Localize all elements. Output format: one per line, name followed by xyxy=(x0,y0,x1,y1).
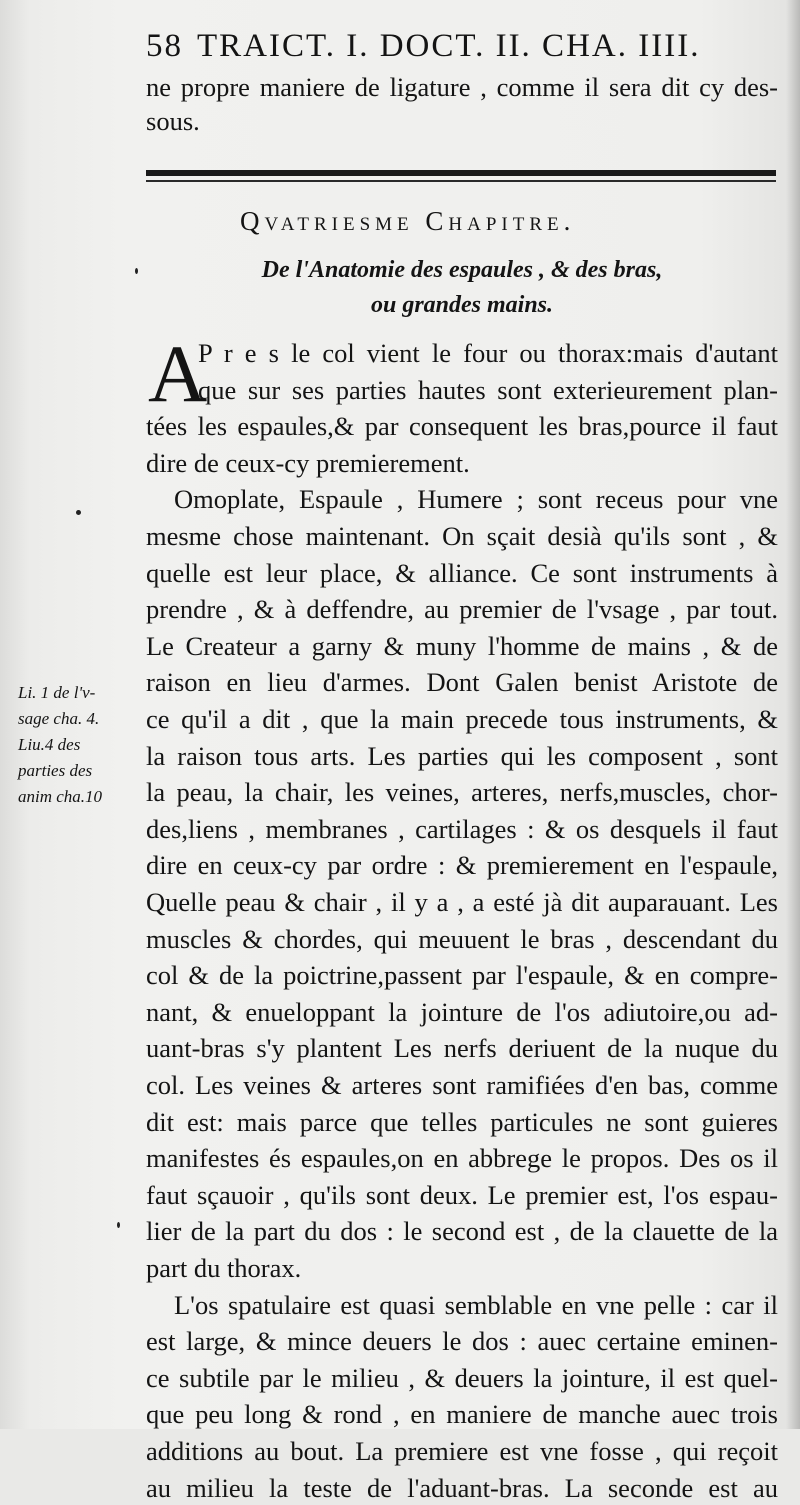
body-line: lier de la part du dos : le second est , de la clauette de la xyxy=(146,1216,778,1247)
section-rule xyxy=(146,170,776,176)
page-edge-shadow xyxy=(786,0,800,1429)
margin-note: sage cha. 4. xyxy=(18,709,100,728)
body-line: dit est: mais parce que telles particules ne sont guieres xyxy=(146,1106,778,1137)
ink-speck xyxy=(76,510,81,515)
chapter-title: Qvatriesme Chapitre. xyxy=(240,206,576,236)
body-line: prendre , & à deffendre, au premier de l'vsage , par tout. xyxy=(146,594,778,625)
drop-capital: A xyxy=(148,328,208,419)
body-line: Le Createur a garny & muny l'homme de mains , & de xyxy=(146,630,778,661)
body-line: que sur ses parties hautes sont exterieurement plan- xyxy=(198,374,778,405)
margin-note: Li. 1 de l'v- xyxy=(18,683,96,702)
body-line: Omoplate, Espaule , Humere ; sont receus pour vne xyxy=(174,484,778,515)
body-line: col. Les veines & arteres sont ramifiées d'en bas, comme xyxy=(146,1070,778,1100)
body-line: muscles & chordes, qui meuuent le bras , descendant du xyxy=(146,923,778,954)
body-line: uant-bras s'y plantent Les nerfs deriuent de la nuque du xyxy=(146,1033,778,1064)
body-line: la raison tous arts. Les parties qui les composent , sont xyxy=(146,740,778,771)
ink-speck xyxy=(135,268,138,274)
body-line: part du thorax. xyxy=(146,1253,302,1283)
body-line: la peau, la chair, les veines, arteres, nerfs,muscles, chor- xyxy=(146,777,778,808)
body-line: est large, & mince deuers le dos : auec certaine eminen- xyxy=(146,1326,778,1357)
margin-note: anim cha.10 xyxy=(18,787,103,806)
body-line: quelle est leur place, & alliance. Ce sont instruments à xyxy=(146,557,778,588)
preceding-line: ne propre maniere de ligature , comme il sera dit cy des- xyxy=(146,72,778,102)
body-line: col & de la poictrine,passent par l'espaule, & en compre- xyxy=(146,960,778,991)
body-line: dire en ceux-cy par ordre : & premierement en l'espaule, xyxy=(146,850,778,881)
body-line: dire de ceux-cy premierement. xyxy=(146,447,470,478)
ink-speck xyxy=(117,1222,120,1228)
body-line: additions au bout. La premiere est vne fosse , qui reçoit xyxy=(146,1436,778,1466)
body-line: raison en lieu d'armes. Dont Galen benist Aristote de xyxy=(146,667,778,698)
body-line: Quelle peau & chair , il y a , a esté jà dit auparauant. Les xyxy=(146,887,778,917)
chapter-subtitle: De l'Anatomie des espaules , & des bras, xyxy=(261,257,663,283)
chapter-subtitle-continued: ou grandes mains. xyxy=(370,292,554,318)
body-line: au milieu la teste de l'aduant-bras. La seconde est au xyxy=(146,1472,778,1503)
margin-note: parties des xyxy=(18,761,93,780)
body-line: mesme chose maintenant. On sçait desià qu'ils sont , & xyxy=(146,521,778,551)
body-line: des,liens , membranes , cartilages : & os desquels il faut xyxy=(146,813,778,844)
body-line: faut sçauoir , qu'ils sont deux. Le premier est, l'os espau- xyxy=(146,1179,778,1210)
margin-note: Liu.4 des xyxy=(18,735,81,754)
page-number: 58 xyxy=(146,28,183,64)
preceding-line: sous. xyxy=(146,106,200,136)
running-title: TRAICT. I. DOCT. II. CHA. IIII. xyxy=(197,28,701,64)
body-line: manifestes és espaules,on en abbrege le propos. Des os il xyxy=(146,1143,778,1174)
body-line: ce subtile par le milieu , & deuers la jointure, il est quel- xyxy=(146,1362,778,1393)
running-head xyxy=(146,28,786,65)
section-rule-thin xyxy=(146,180,776,182)
body-line: nant, & enueloppant la jointure de l'os adiutoire,ou ad- xyxy=(146,996,778,1027)
body-line: L'os spatulaire est quasi semblable en vne pelle : car il xyxy=(174,1289,778,1320)
body-line: P r e s le col vient le four ou thorax:mais d'autant xyxy=(198,338,778,368)
body-line: que peu long & rond , en maniere de manche auec trois xyxy=(146,1399,778,1430)
body-line: ce qu'il a dit , que la main precede tous instruments, & xyxy=(146,704,778,734)
body-line: tées les espaules,& par consequent les bras,pource il faut xyxy=(146,411,778,442)
